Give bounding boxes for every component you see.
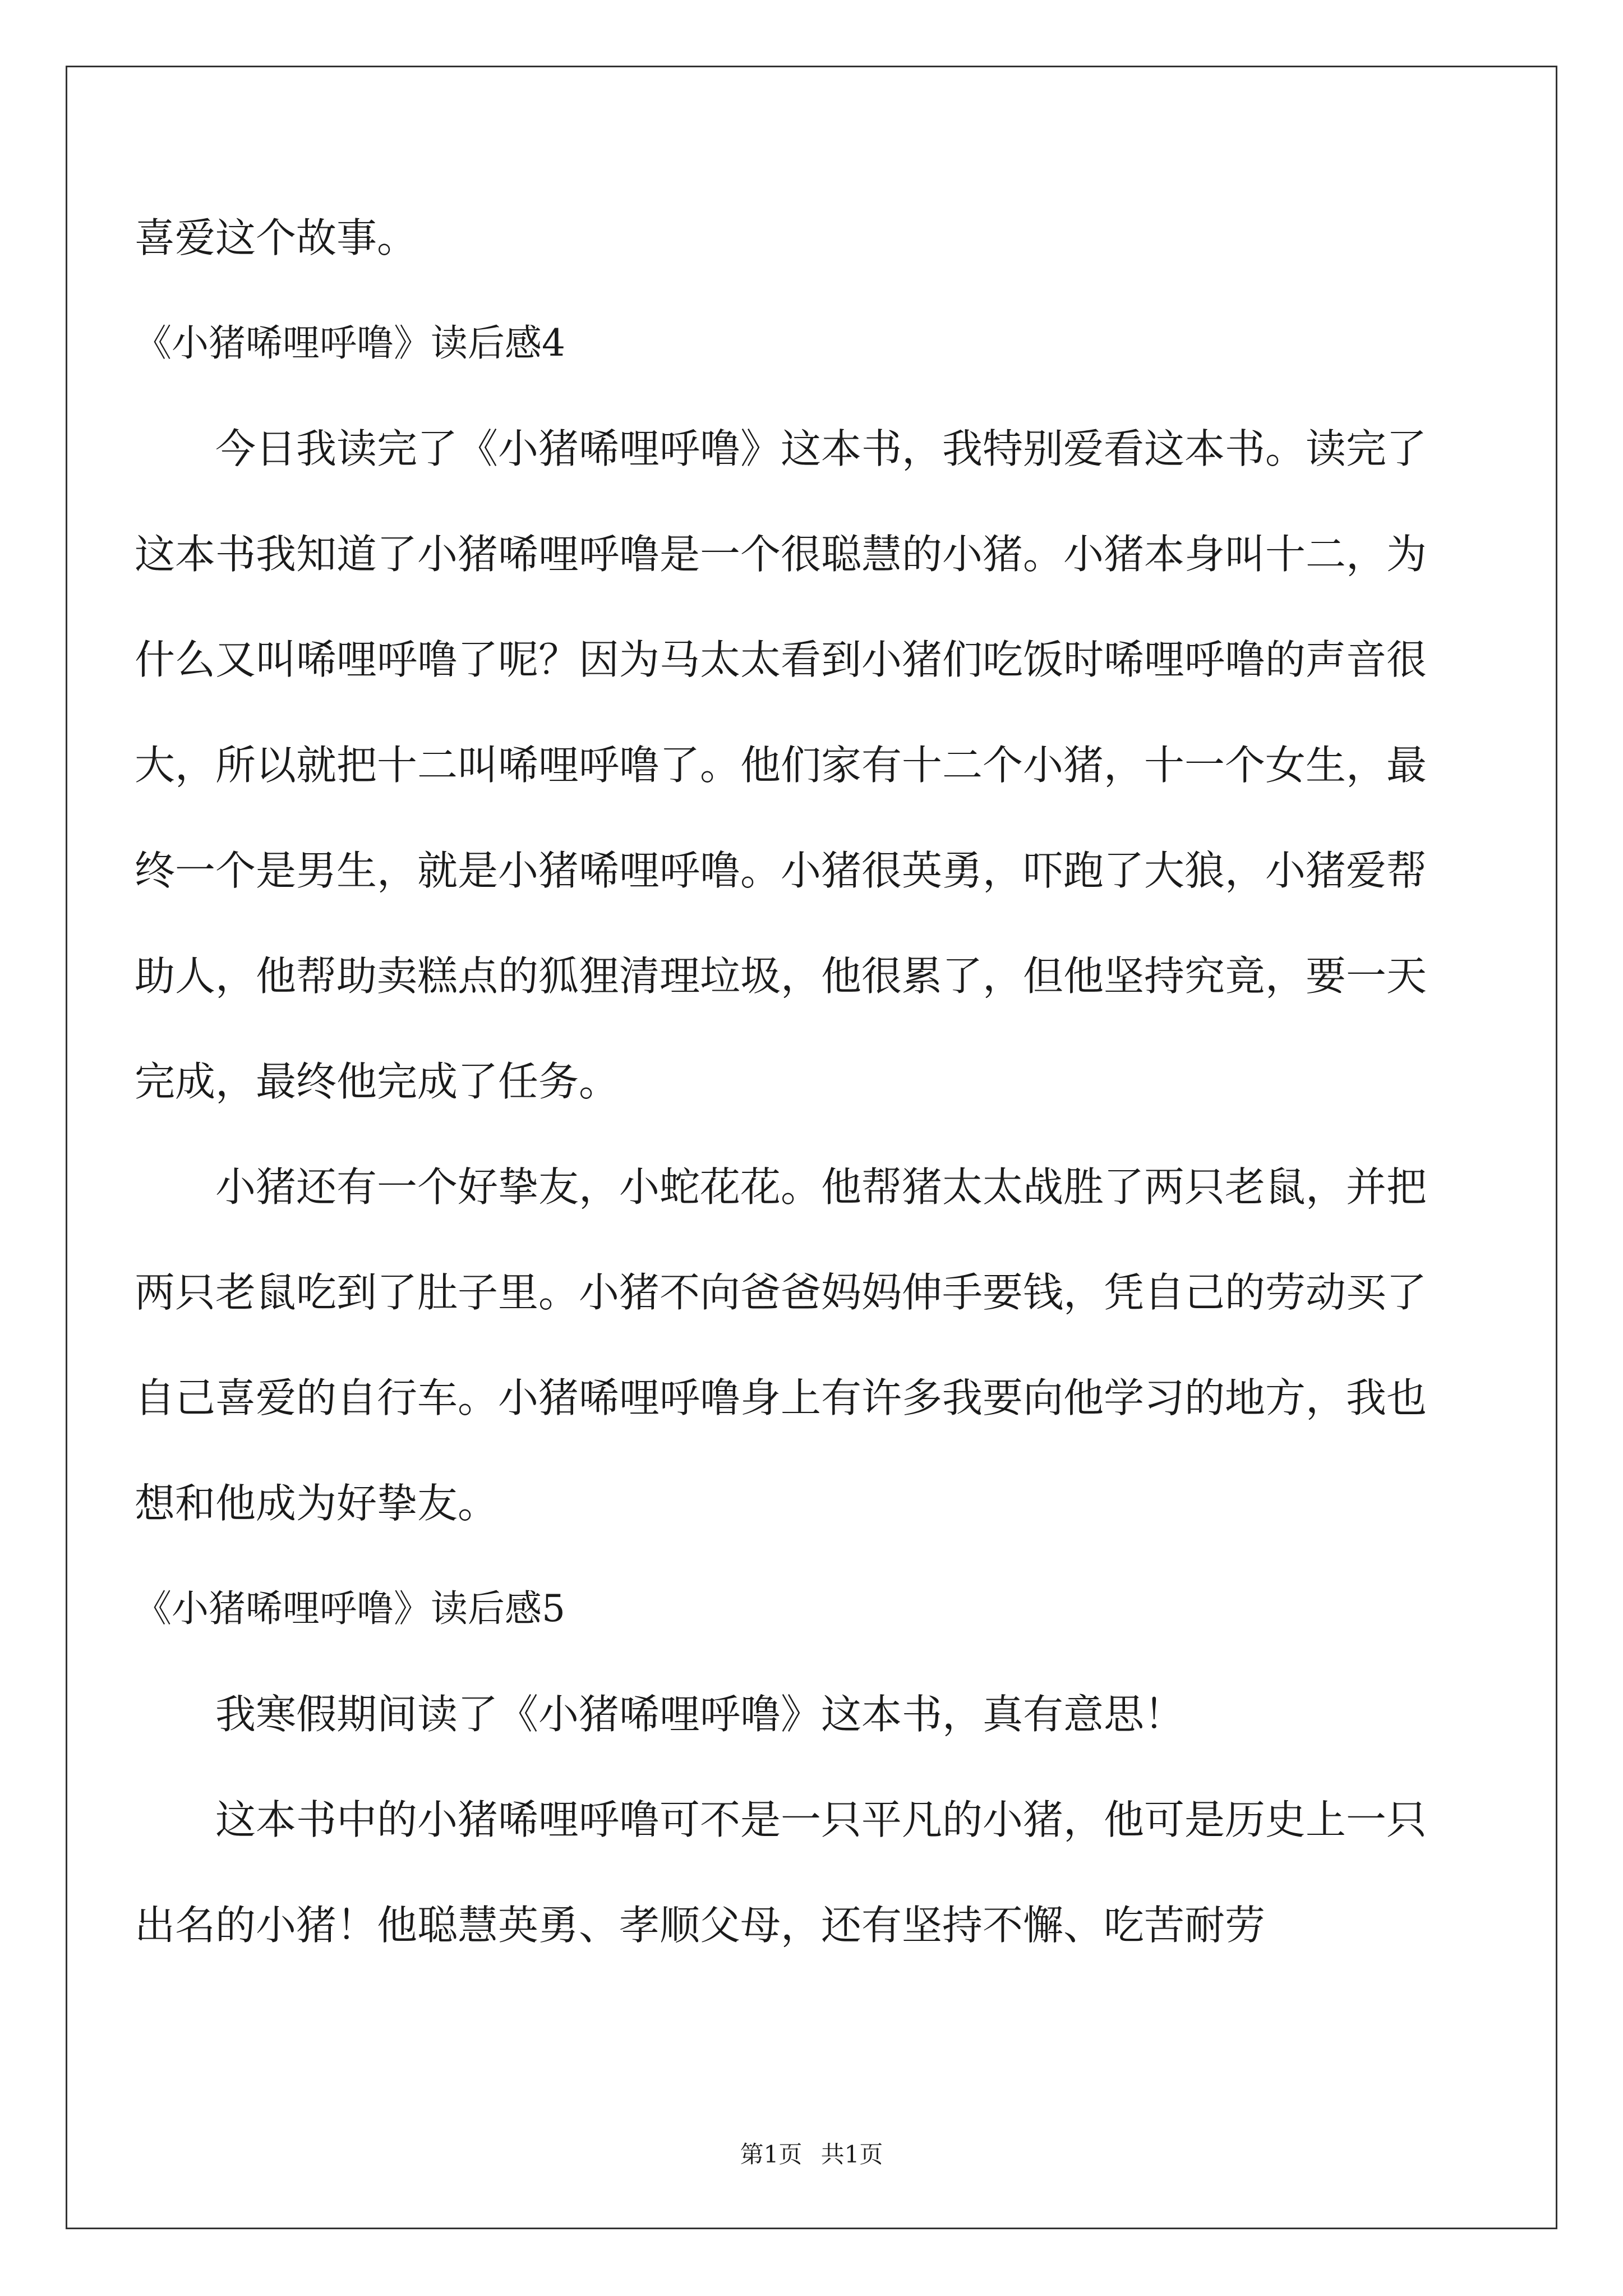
paragraph-reading-notes-4-part2: 小猪还有一个好挚友，小蛇花花。他帮猪太太战胜了两只老鼠，并把两只老鼠吃到了肚子里。小猪不向爸爸妈妈伸手要钱，凭自己的劳动买了自己喜爱的自行车。小猪唏哩呼噜身上有许多我要向他学习的地方，我也想和他成为好挚友。 (135, 1163, 1427, 1527)
paragraph-reading-notes-5-intro: 我寒假期间读了《小猪唏哩呼噜》这本书，真有意思！ (215, 1691, 1185, 1738)
document-body (135, 185, 1436, 1978)
paragraph-continuation: 喜爱这个故事。 (135, 214, 418, 261)
paragraph-reading-notes-5-body: 这本书中的小猪唏哩呼噜可不是一只平凡的小猪，他可是历史上一只出名的小猪！他聪慧英勇、孝顺父母，还有坚持不懈、吃苦耐劳 (135, 1796, 1427, 1949)
section-heading-5: 《小猪唏哩呼噜》读后感5 (135, 1587, 565, 1630)
section-heading-4: 《小猪唏哩呼噜》读后感4 (135, 321, 565, 365)
page-footer: 第1页 共1页 (740, 2141, 883, 2168)
paragraph-reading-notes-4-part1: 今日我读完了《小猪唏哩呼噜》这本书，我特别爱看这本书。读完了这本书我知道了小猪唏哩呼噜是一个很聪慧的小猪。小猪本身叫十二，为什么又叫唏哩呼噜了呢？因为马太太看到小猪们吃饭时唏哩呼噜的声音很大，所以就把十二叫唏哩呼噜了。他们家有十二个小猪，十一个女生，最终一个是男生，就是小猪唏哩呼噜。小猪很英勇，吓跑了大狼，小猪爱帮助人，他帮助卖糕点的狐狸清理垃圾，他很累了，但他坚持究竟，要一天完成，最终他完成了任务。 (135, 425, 1427, 1105)
